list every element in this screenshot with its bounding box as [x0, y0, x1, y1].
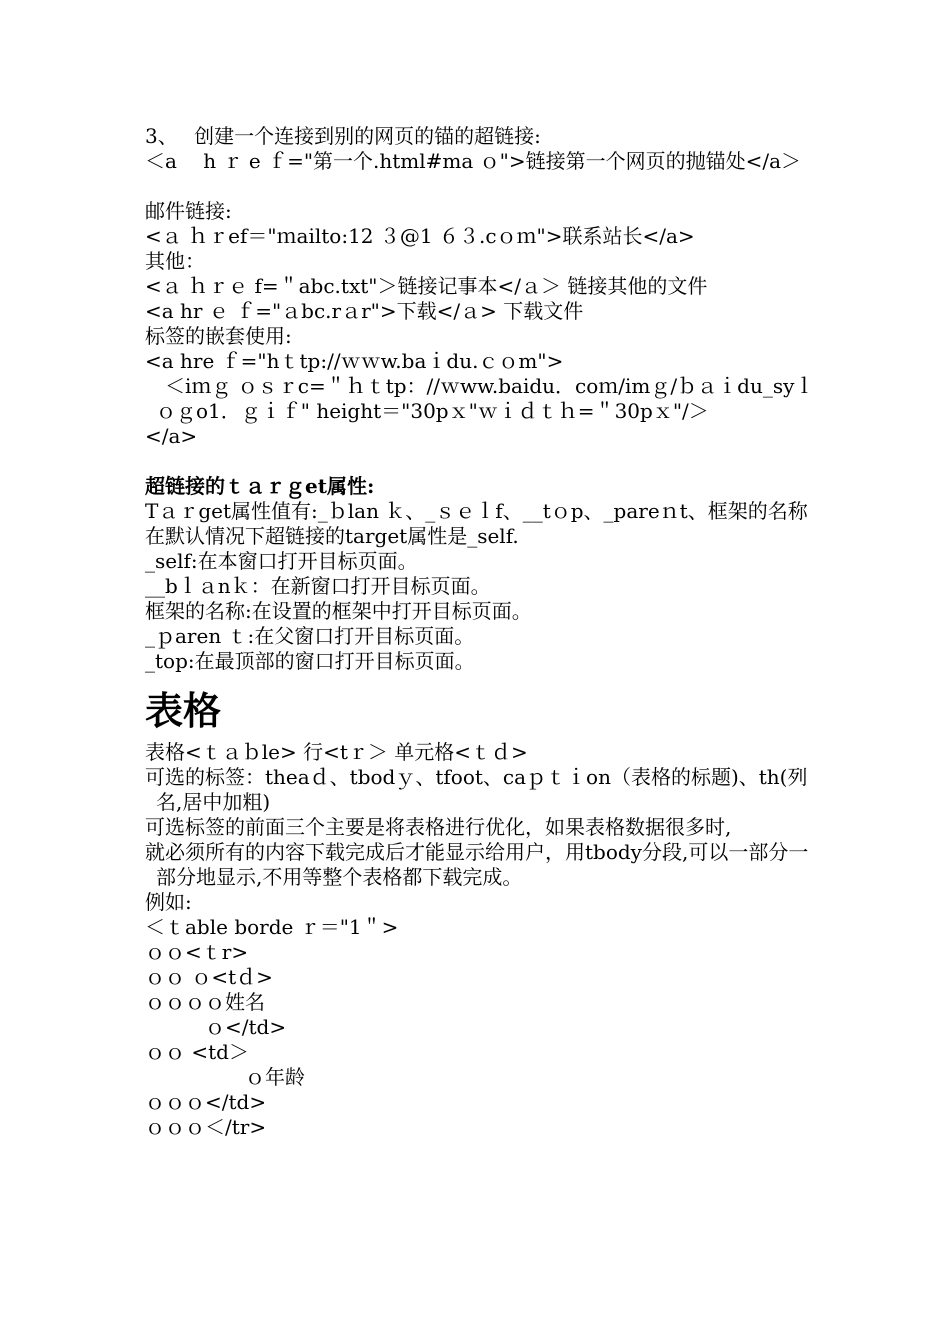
table-code-2: ｏｏ<ｔr>: [145, 940, 249, 964]
target-line-7: _top:在最顶部的窗口打开目标页面。: [145, 649, 475, 673]
target-line-6: _ｐaren ｔ:在父窗口打开目标页面。: [145, 624, 475, 648]
table-line-5: 例如:: [145, 890, 192, 914]
anchor-link-code: ＜a h ｒ e ｆ="第一个.html#ma ｏ">链接第一个网页的抛锚处</a＞: [145, 149, 802, 173]
target-heading: 超链接的ｔａｒｇet属性:: [145, 474, 375, 498]
nest-title: 标签的嵌套使用:: [145, 324, 292, 348]
table-line-4: 就必须所有的内容下载完成后才能显示给用户，用tbody分段,可以一部分一部分地显示,不用等整个表格都下载完成。: [145, 840, 809, 889]
mail-link-title: 邮件链接:: [145, 199, 232, 223]
other-line-2: <a hr ｅ ｆ="ａbc.rａr">下载</ａ> 下载文件: [145, 299, 584, 323]
nest-line-1: <a hre ｆ="hｔtp://ｗｗw.baｉdu.ｃｏm">: [145, 349, 564, 373]
target-line-5: 框架的名称:在设置的框架中打开目标页面。: [145, 599, 532, 623]
table-line-3: 可选标签的前面三个主要是将表格进行优化，如果表格数据很多时,: [145, 815, 732, 839]
target-line-3: _self:在本窗口打开目标页面。: [145, 549, 418, 573]
nest-line-2: ＜iｍｇ ｏｓｒc=＂ｈｔtp：//ｗww.baidu．coｍ/imｇ/ｂａｉdu_syｌｏｇo1．ｇｉｆ" height＝"30pｘ"ｗｉｄｔｈ=＂30pｘ"/＞: [145, 374, 815, 423]
table-code-9: ｏｏｏ＜/tr>: [145, 1115, 267, 1139]
document-page: [145, 124, 815, 1140]
target-line-4: __bｌａnｋ：在新窗口打开目标页面。: [145, 574, 491, 598]
table-line-1: 表格<ｔａｂle> 行<tｒ＞ 单元格<ｔｄ>: [145, 740, 528, 764]
other-line-1: <ａ ｈｒｅ f=＂abc.txt"＞链接记事本</ａ＞ 链接其他的文件: [145, 274, 708, 298]
table-section-heading: 表格: [145, 689, 222, 733]
other-title: 其他：: [145, 249, 205, 273]
table-code-7: ｏ年龄: [145, 1065, 305, 1089]
nest-line-3: </a>: [145, 424, 198, 448]
anchor-link-title: 3、 创建一个连接到别的网页的锚的超链接:: [145, 124, 541, 148]
target-line-1: Tａｒget属性值有:_ｂlan ｋ、_ｓｅｌf、__tｏp、_pareｎt、框架的名称: [145, 499, 808, 523]
table-code-4: ｏｏｏｏ姓名: [145, 990, 265, 1014]
table-code-5: ｏ</td>: [145, 1015, 287, 1039]
spacer: [145, 174, 815, 199]
target-line-2: 在默认情况下超链接的target属性是_self.: [145, 524, 519, 548]
table-line-2: 可选的标签：theaｄ、tbodｙ、tfoot、caｐｔｉon（表格的标题)、th(列名,居中加粗): [145, 765, 808, 814]
table-code-6: ｏｏ <td＞: [145, 1040, 249, 1064]
table-code-1: ＜ｔable borde ｒ＝"1＂>: [145, 915, 399, 939]
spacer: [145, 449, 815, 474]
table-code-8: ｏｏｏ</td>: [145, 1090, 267, 1114]
table-code-3: ｏｏ ｏ<tｄ>: [145, 965, 273, 989]
mail-link-code: <ａ ｈｒef＝"ｍailto:12 ３@1 ６３.cｏｍ">联系站长</a>: [145, 224, 695, 248]
